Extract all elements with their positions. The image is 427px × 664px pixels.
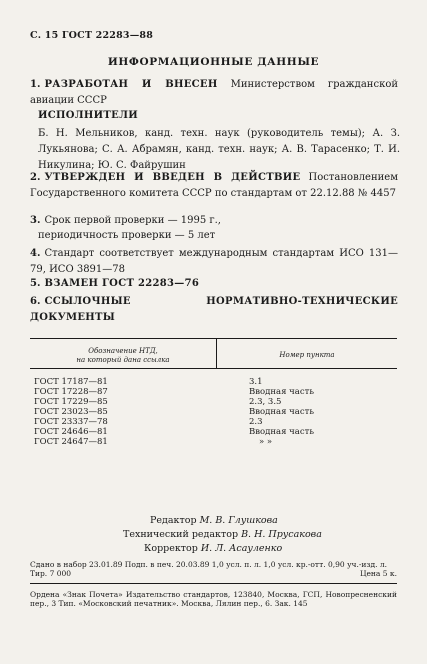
section-2-heading: УТВЕРЖДЕН И ВВЕДЕН В ДЕЙСТВИЕ bbox=[44, 172, 301, 183]
section-3-number: 3. bbox=[30, 215, 41, 226]
section-1-text: Министерством гражданской авиации СССР bbox=[30, 79, 398, 106]
table-row: ГОСТ 17187—81 3.1 bbox=[34, 377, 263, 387]
publisher-footer: Ордена «Знак Почета» Издательство стандартов, 123840, Москва, ГСП, Новопресненский пер., 3 Тип. «Московский печатник». Москва, Лялин пер., 6. Зак. 145 bbox=[30, 590, 397, 608]
page-header: С. 15 ГОСТ 22283—88 bbox=[30, 30, 154, 41]
section-4 bbox=[30, 246, 398, 278]
section-5-heading: ВЗАМЕН ГОСТ 22283—76 bbox=[44, 278, 200, 289]
technical-editor-line: Технический редактор В. Н. Прусакова bbox=[123, 529, 322, 540]
section-2-text: Постановлением Государственного комитета СССР по стандартам от 22.12.88 № 4457 bbox=[30, 172, 398, 199]
section-4-number: 4. bbox=[30, 248, 41, 259]
table-row: ГОСТ 17229—85 2.3, 3.5 bbox=[34, 397, 282, 407]
imprint-block bbox=[30, 560, 397, 578]
section-6-number: 6. bbox=[30, 296, 41, 307]
table-row: ГОСТ 23337—78 2.3 bbox=[34, 417, 263, 427]
section-2 bbox=[30, 170, 398, 202]
section-5-number: 5. bbox=[30, 278, 41, 289]
section-3-line2: периодичность проверки — 5 лет bbox=[38, 230, 216, 241]
table-row: ГОСТ 24646—81 Вводная часть bbox=[34, 427, 314, 437]
section-1 bbox=[30, 77, 398, 109]
table-top-rule bbox=[30, 338, 397, 339]
editors-block bbox=[123, 514, 322, 556]
section-6-heading: ССЫЛОЧНЫЕ НОРМАТИВНО-ТЕХНИЧЕСКИЕ ДОКУМЕНТЫ bbox=[30, 296, 398, 323]
section-5 bbox=[30, 276, 398, 292]
section-4-text: Стандарт соответствует международным стандартам ИСО 131—79, ИСО 3891—78 bbox=[30, 248, 398, 275]
section-3 bbox=[30, 213, 398, 229]
executors-text: Б. Н. Мельников, канд. техн. наук (руководитель темы); А. З. Лукьянова; С. А. Абрамян, канд. техн. наук; А. В. Тарасенко; Т. И. Никулина; Ю. С. Файрушин bbox=[38, 128, 400, 171]
imprint-rule bbox=[30, 583, 397, 584]
section-2-number: 2. bbox=[30, 172, 41, 183]
page-title: ИНФОРМАЦИОННЫЕ ДАННЫЕ bbox=[107, 56, 320, 68]
table-header-rule bbox=[30, 368, 397, 369]
imprint-line-1: Сдано в набор 23.01.89 Подп. в печ. 20.03.89 1,0 усл. п. л. 1,0 усл. кр.-отт. 0,90 уч.-изд. л. bbox=[30, 560, 387, 569]
proofreader-line: Корректор И. Л. Асауленко bbox=[144, 543, 283, 554]
section-6 bbox=[30, 294, 398, 326]
imprint-line-2: Тир. 7 000 Цена 5 к. bbox=[30, 569, 397, 578]
table-header-document: Обозначение НТД, на который дана ссылка bbox=[76, 347, 170, 364]
executors-heading: ИСПОЛНИТЕЛИ bbox=[38, 110, 138, 121]
table-row: ГОСТ 17228—87 Вводная часть bbox=[34, 387, 314, 397]
table-row: ГОСТ 24647—81 » » bbox=[34, 437, 273, 447]
table-row: ГОСТ 23023—85 Вводная часть bbox=[34, 407, 314, 417]
section-3-line1: Срок первой проверки — 1995 г., bbox=[44, 215, 221, 226]
table-header-item: Номер пункта bbox=[279, 351, 335, 359]
editor-line: Редактор М. В. Глушкова bbox=[150, 515, 278, 526]
section-1-heading: РАЗРАБОТАН И ВНЕСЕН bbox=[44, 79, 218, 90]
section-1-number: 1. bbox=[30, 79, 41, 90]
